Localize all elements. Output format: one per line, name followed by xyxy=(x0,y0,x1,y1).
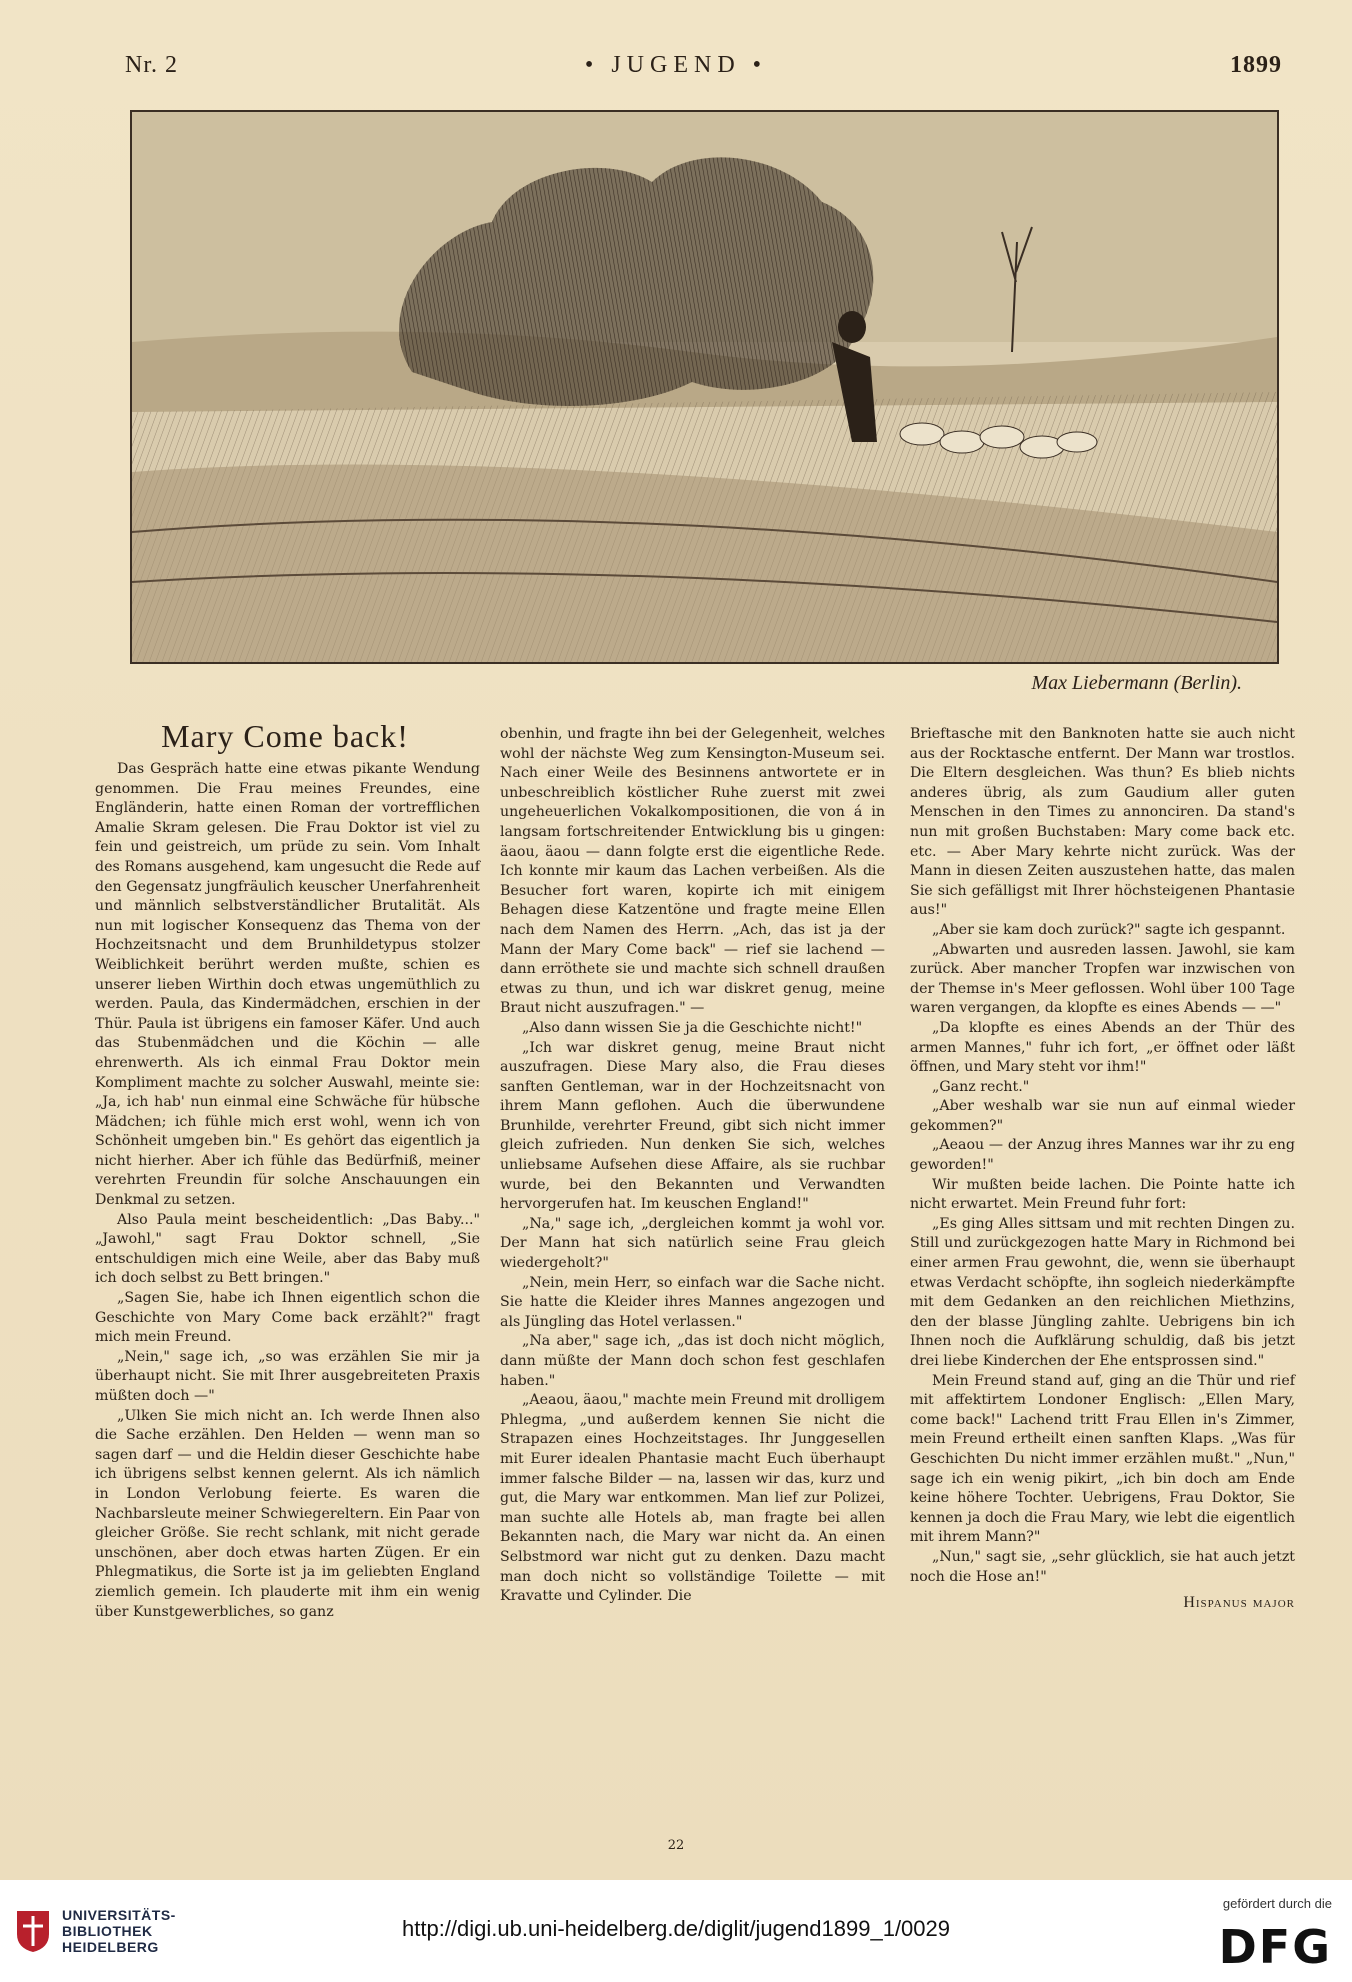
paragraph: „Aeaou, äaou," machte mein Freund mit drolligem Phlegma, „und außerdem kennen Sie nicht die Strapazen eines Hochzeitstages. Ihr Junggesellen mit Eurer idealen Phantasie macht Euch überhaupt immer falsche Bilder — na, lassen wir das, kurz und gut, die Mary war entkommen. Man lief zur Polizei, man suchte alle Hotels ab, man fragte bei allen Bekannten nach, die Mary war nicht da. An einen Selbstmord war nicht gut zu denken. Dazu macht man doch nicht so vollständige Toilette — mit Kravatte und Cylinder. Die xyxy=(500,1392,885,1605)
page-number: 22 xyxy=(667,1838,685,1853)
paragraph: „Aeaou — der Anzug ihres Mannes war ihr zu eng geworden!" xyxy=(910,1137,1295,1174)
article-column-3 xyxy=(910,725,1295,1613)
paragraph: „Es ging Alles sittsam und mit rechten Dingen zu. Still und zurückgezogen hatte Mary in Richmond bei einer armen Frau gewohnt, die, wenn sie überhaupt etwas Verdacht schöpfte, ihn sogleich niederkämpfte mit dem Gedanken an den reichlichen Miethzins, den der blasse Jüngling zahlte. Uebrigens bin ich Ihnen noch die Aufklärung schuldig, daß bis jetzt drei liebe Kinderchen der Ehe entsprossen sind." xyxy=(910,1215,1295,1369)
paragraph: Also Paula meint bescheidentlich: „Das Baby..." „Jawohl," sagt Frau Doktor schnell, „Sie entschuldigen mich eine Weile, aber das Baby muß ich doch selbst zu Bett bringen." xyxy=(95,1211,480,1287)
funding-note: gefördert durch die xyxy=(1222,1896,1332,1911)
dfg-logo: DFG xyxy=(1218,1920,1332,1974)
paragraph: „Ulken Sie mich nicht an. Ich werde Ihnen also die Sache erzählen. Den Helden — wenn man so sagen darf — und die Heldin dieser Geschichte habe ich übrigens selbst kennen gelernt. Als ich nämlich in London Verlobung feierte. Es waren die Nachbarsleute meiner Schwiegereltern. Ein Paar von gleicher Größe. Sie recht schlank, mit nicht gerade unschönen, aber doch etwas harten Zügen. Er ein Phlegmatikus, die Sorte ist ja im geliebten England ziemlich gemein. Ich plauderte mit ihm ein wenig über Kunstgewerbliches, so ganz xyxy=(95,1407,480,1620)
source-url-link[interactable]: http://digi.ub.uni-heidelberg.de/diglit/jugend1899_1/0029 xyxy=(402,1916,950,1941)
paragraph: „Nein, mein Herr, so einfach war die Sache nicht. Sie hatte die Kleider ihres Mannes angezogen und als Jüngling das Hotel verlassen." xyxy=(500,1274,885,1330)
paragraph: „Aber weshalb war sie nun auf einmal wieder gekommen?" xyxy=(910,1098,1295,1134)
paragraph: Mein Freund stand auf, ging an die Thür und rief mit affektirtem Londoner Englisch: „Ellen Mary, come back!" Lachend tritt Frau Ellen in's Zimmer, mein Freund ertheilt einen sanften Klaps. „Was für Geschichten Du nicht immer erzählen mußt." „Nun," sage ich ein wenig pikirt, „ich bin doch am Ende keine höhere Tochter. Uebrigens, Frau Doktor, Sie kennen ja doch die Frau Mary, wie lebt die eigentlich mit ihrem Mann?" xyxy=(910,1372,1295,1546)
paragraph: „Ich war diskret genug, meine Braut nicht auszufragen. Diese Mary also, die Frau dieses sanften Gentleman, war in der Hochzeitsnacht von ihrem Mann geflohen. Auch die überwundene Brunhilde, verehrter Freund, gibt sich nicht immer gleich zufrieden. Nun denken Sie sich, welches unliebsame Aufsehen diese Affaire, als sie ruchbar wurde, bei den Bekannten und Verwandten hervorgerufen hat. Im keuschen England!" xyxy=(500,1039,885,1213)
paragraph: „Nein," sage ich, „so was erzählen Sie mir ja überhaupt nicht. Sie mit Ihrer ausgebreiteten Praxis müßten doch —" xyxy=(95,1348,480,1404)
article-title: Mary Come back! xyxy=(161,718,409,754)
paragraph: Wir mußten beide lachen. Die Pointe hatte ich nicht erwartet. Mein Freund fuhr fort: xyxy=(910,1176,1295,1213)
paragraph: „Also dann wissen Sie ja die Geschichte nicht!" xyxy=(522,1019,863,1036)
year: 1899 xyxy=(1230,52,1282,78)
paragraph: „Na aber," sage ich, „das ist doch nicht möglich, dann müßte der Mann doch schon fest geschlafen haben." xyxy=(500,1333,885,1389)
paragraph: obenhin, und fragte ihn bei der Gelegenheit, welches wohl der nächste Weg zum Kensington-Museum sei. Nach einer Weile des Besinnens antwortete er in unbeschreiblich köstlicher Ruhe zuerst mit zwei ungeheuerlichen Vokalkompositionen, die von á in langsam fortschreitender Entwicklung bis u gingen: äaou, äaou — dann folgte erst die eigentliche Rede. Ich konnte mir kaum das Lachen verbeißen. Als die Besucher fort waren, kopirte ich mit einigem Behagen diese Katzentöne und fragte meine Ellen nach dem Namen des Herrn. „Ach, das ist ja der Mann der Mary Come back" — rief sie lachend — dann erröthete sie und machte sich schnell draußen etwas zu thun, und ich war diskret genug, meine Braut nicht auszufragen." — xyxy=(500,726,885,1017)
paragraph: „Aber sie kam doch zurück?" sagte ich gespannt. xyxy=(932,921,1286,938)
issue-number: Nr. 2 xyxy=(125,52,178,78)
paragraph: „Na," sage ich, „dergleichen kommt ja wohl vor. Der Mann hat sich natürlich seine Frau gleich wiedergeholt?" xyxy=(500,1215,885,1272)
paragraph: „Ganz recht." xyxy=(932,1078,1030,1095)
author-signature: Hispanus major xyxy=(1183,1594,1295,1612)
paragraph: „Nun," sagt sie, „sehr glücklich, sie hat auch jetzt noch die Hose an!" xyxy=(910,1548,1295,1585)
article-column-1 xyxy=(95,760,480,1622)
etching-illustration xyxy=(130,110,1279,664)
illustration-caption: Max Liebermann (Berlin). xyxy=(1031,672,1242,694)
article-column-2 xyxy=(500,725,885,1607)
paragraph: Das Gespräch hatte eine etwas pikante Wendung genommen. Die Frau meines Freundes, eine Engländerin, hatte einen Roman der vortrefflichen Amalie Skram gelesen. Die Frau Doktor ist viel zu fein und geistreich, um prüde zu sein. Vom Inhalt des Romans ausgehend, kam ungesucht die Rede auf den Gegensatz jungfräulich keuscher Unerfahrenheit und männlich selbstverständlicher Brutalität. Als nun mit logischer Konsequenz das Thema von der Hochzeitsnacht und dem Brunhildetypus stolzer Weiblichkeit berührt werden mußte, schien es unserer lieben Wirthin doch etwas ungemüthlich zu werden. Paula, das Kindermädchen, erschien in der Thür. Paula ist übrigens ein famoser Käfer. Und auch das Stubenmädchen und die Köchin — alle ehrenwerth. Als ich einmal Frau Doktor mein Kompliment machte zu solcher Auswahl, meinte sie: „Ja, ich hab' nun einmal eine Schwäche für hübsche Mädchen; ich fühle mich erst wohl, wenn ich von Schönheit umgeben bin." Es gehört das eigentlich ja nicht hierher. Aber ich fühle das Bedürfniß, meiner verehrten Freundin für solche Anschauungen ein Denkmal zu setzen. xyxy=(95,761,480,1209)
institution-name: UNIVERSITÄTS- BIBLIOTHEK HEIDELBERG xyxy=(62,1907,176,1955)
paragraph: „Abwarten und ausreden lassen. Jawohl, sie kam zurück. Aber mancher Tropfen war inzwischen von der Themse in's Meer geflossen. Wohl über 100 Tage waren vergangen, da klopfte es eines Abends — —" xyxy=(910,941,1295,1017)
magazine-title: • JUGEND • xyxy=(584,52,768,78)
paragraph: Brieftasche mit den Banknoten hatte sie auch nicht aus der Rocktasche entfernt. Der Mann war trostlos. Die Eltern desgleichen. Was thun? Es blieb nichts anderes übrig, als zum Gaudium aller guten Menschen in den Times zu annonciren. Da stand's nun mit großen Buchstaben: Mary come back etc. etc. — Aber Mary kehrte nicht zurück. Was der Mann in diesen Zeiten auszustehen hatte, das malen Sie sich gefälligst mit Ihrer höchsteigenen Phantasie aus!" xyxy=(910,726,1295,919)
paragraph: „Sagen Sie, habe ich Ihnen eigentlich schon die Geschichte von Mary Come back erzählt?" fragt mich mein Freund. xyxy=(95,1290,480,1346)
paragraph: „Da klopfte es eines Abends an der Thür des armen Mannes," fuhr ich fort, „er öffnet oder läßt öffnen, und Mary steht vor ihm!" xyxy=(910,1019,1295,1076)
digitization-footer xyxy=(0,1880,1352,1982)
